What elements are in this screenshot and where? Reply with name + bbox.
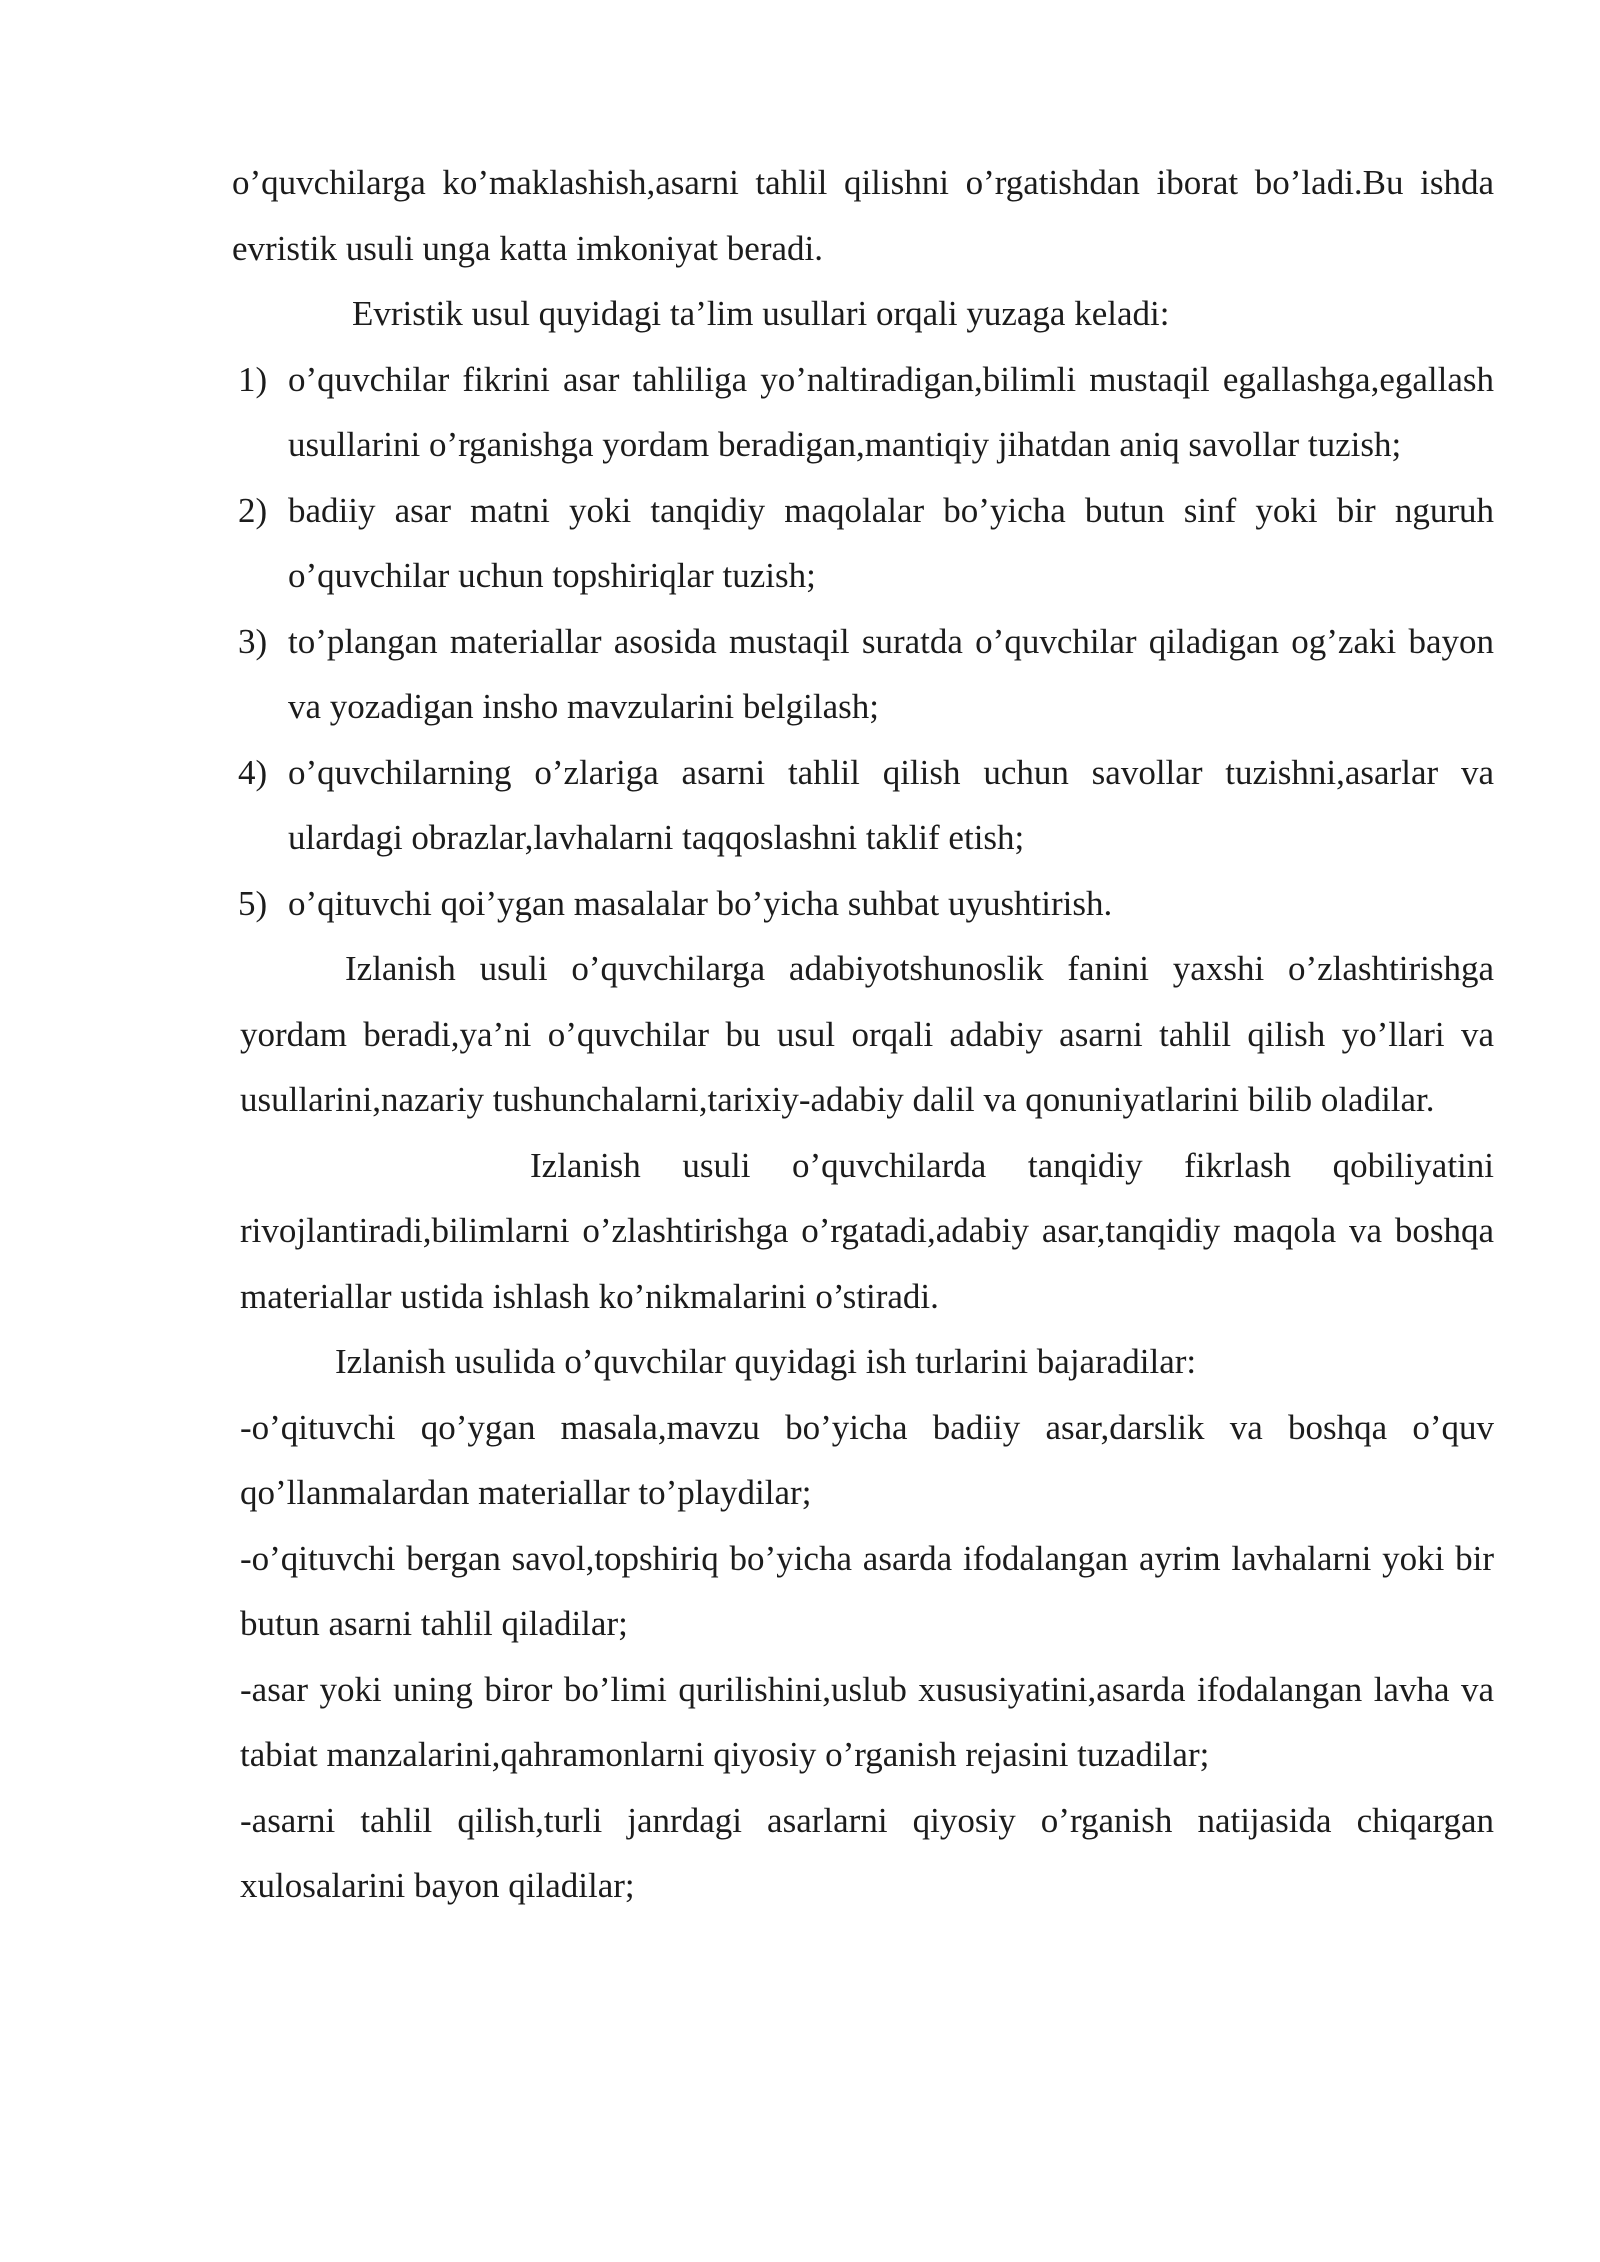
list-item (232, 347, 1494, 478)
list-item-text: o’quvchilar fikrini asar tahliliga yo’naltiradigan,bilimli mustaqil egallashga,egallash usullarini o’rganishga yordam beradigan,mantiqiy jihatdan aniq savollar tuzish; (288, 359, 1494, 464)
izlanish-item: -o’qituvchi bergan savol,topshiriq bo’yicha asarda ifodalangan ayrim lavhalarni yoki bir butun asarni tahlil qiladilar; (240, 1538, 1494, 1643)
list-item-number: 3) (238, 621, 268, 661)
list-item-number: 5) (238, 883, 268, 923)
list-item-text: o’qituvchi qoi’ygan masalalar bo’yicha suhbat uyushtirish. (288, 883, 1113, 923)
list-item (232, 871, 1494, 937)
izlanish-item: -o’qituvchi qo’ygan masala,mavzu bo’yicha badiiy asar,darslik va boshqa o’quv qo’llanmalardan materiallar to’playdilar; (240, 1407, 1494, 1512)
list-item-number: 4) (238, 752, 268, 792)
list-item (232, 740, 1494, 871)
list-item (232, 478, 1494, 609)
evristik-heading: Evristik usul quyidagi ta’lim usullari orqali yuzaga keladi: (352, 294, 1170, 333)
intro-paragraph: o’quvchilarga ko’maklashish,asarni tahlil qilishni o’rgatishdan iborat bo’ladi.Bu ishda evristik usuli unga katta imkoniyat beradi. (232, 163, 1494, 268)
izlanish-item: -asar yoki uning biror bo’limi qurilishini,uslub xususiyatini,asarda ifodalangan lavha va tabiat manzalarini,qahramonlarni qiyosiy o’rganish rejasini tuzadilar; (240, 1669, 1494, 1774)
list-item-text: badiiy asar matni yoki tanqidiy maqolalar bo’yicha butun sinf yoki bir nguruh o’quvchilar uchun topshiriqlar tuzish; (288, 490, 1494, 595)
list-item-number: 2) (238, 490, 268, 530)
izlanish-paragraph-1: Izlanish usuli o’quvchilarga adabiyotshunoslik fanini yaxshi o’zlashtirishga yordam beradi,ya’ni o’quvchilar bu usul orqali adabiy asarni tahlil qilish yo’llari va usullarini,nazariy tushunchalarni,tarixiy-adabiy dalil va qonuniyatlarini bilib oladilar. (240, 949, 1494, 1119)
evristik-list (232, 347, 1494, 937)
document-page (232, 150, 1494, 1919)
izlanish-paragraph-2: Izlanish usuli o’quvchilarda tanqidiy fikrlash qobiliyatini rivojlantiradi,bilimlarni o’zlashtirishga o’rgatadi,adabiy asar,tanqidiy maqola va boshqa materiallar ustida ishlash ko’nikmalarini o’stiradi. (240, 1145, 1494, 1316)
izlanish-heading: Izlanish usulida o’quvchilar quyidagi ish turlarini bajaradilar: (335, 1342, 1197, 1381)
list-item-number: 1) (238, 359, 268, 399)
list-item (232, 609, 1494, 740)
list-item-text: o’quvchilarning o’zlariga asarni tahlil qilish uchun savollar tuzishni,asarlar va ulardagi obrazlar,lavhalarni taqqoslashni taklif etish; (288, 752, 1494, 857)
izlanish-item: -asarni tahlil qilish,turli janrdagi asarlarni qiyosiy o’rganish natijasida chiqargan xulosalarini bayon qiladilar; (240, 1800, 1494, 1905)
list-item-text: to’plangan materiallar asosida mustaqil suratda o’quvchilar qiladigan og’zaki bayon va yozadigan insho mavzularini belgilash; (288, 621, 1494, 726)
